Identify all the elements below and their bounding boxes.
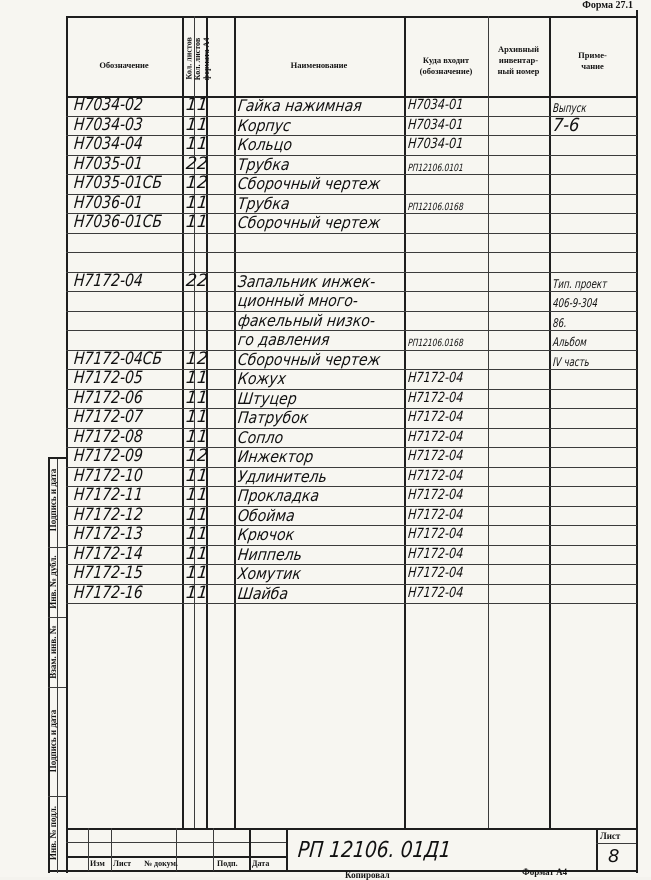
- row-where-used: Н7172-04: [407, 487, 464, 503]
- row-line: [66, 486, 637, 487]
- row-where-used: Н7172-04: [407, 409, 464, 425]
- tb-col-label-signature: Подп.: [217, 859, 238, 868]
- row-name: Сопло: [236, 427, 285, 447]
- row-name: факельный низко-: [236, 310, 377, 330]
- footer-format: Формат А4: [522, 867, 568, 877]
- tb-col-label-change: Изм: [90, 859, 105, 868]
- tb-col-2: [111, 828, 112, 871]
- row-designation: Н7035-01СБ: [73, 173, 163, 193]
- row-sheets-count: 1: [185, 95, 198, 115]
- row-where-used: Н7034-01: [407, 116, 464, 133]
- row-line: [66, 408, 637, 409]
- col-divider-ref: [404, 16, 406, 828]
- row-sheets-a4: 2: [196, 153, 209, 174]
- row-name: Запальник инжек-: [236, 271, 377, 291]
- row-sheets-a4: 1: [196, 368, 209, 388]
- row-line: [66, 584, 637, 585]
- row-sheets-count: 1: [185, 173, 198, 193]
- row-name: Обойма: [236, 505, 296, 525]
- row-name: Ниппель: [236, 544, 304, 564]
- row-designation: Н7035-01: [73, 153, 144, 174]
- row-name: Корпус: [236, 115, 293, 135]
- row-sheets-a4: 1: [196, 582, 209, 603]
- row-sheets-count: 1: [185, 368, 198, 388]
- row-sheets-count: 1: [185, 114, 198, 135]
- row-line: [66, 116, 637, 117]
- row-name: Сборочный чертеж: [236, 213, 382, 232]
- title-block-top-border: [66, 828, 637, 830]
- row-sheets-a4: 1: [196, 426, 209, 447]
- row-sheets-a4: 2: [196, 446, 209, 466]
- footer-copied: Копировал: [345, 870, 390, 880]
- row-name: ционный много-: [236, 291, 360, 310]
- row-note: Тип. проект: [552, 276, 608, 291]
- row-sheets-a4: 1: [196, 114, 209, 135]
- row-designation: Н7172-10: [73, 465, 144, 486]
- row-sheets-count: 1: [185, 504, 198, 525]
- row-line: [66, 428, 637, 429]
- row-note: 86.: [552, 315, 568, 330]
- row-sheets-a4: 1: [196, 407, 209, 427]
- row-sheets-a4: 1: [196, 212, 209, 232]
- row-name: Удлинитель: [236, 466, 329, 486]
- row-sheets-a4: 1: [196, 543, 209, 564]
- row-sheets-count: 1: [185, 465, 198, 486]
- row-line: [66, 252, 637, 253]
- sidebar-duplicate-inv: Инв. № дубл.: [48, 555, 58, 609]
- frame-top-border: [66, 16, 637, 18]
- row-where-used: РП12106.0168: [407, 201, 464, 213]
- doc-designation: РП 12106. 01Д1: [296, 838, 453, 863]
- row-designation: Н7172-13: [73, 524, 144, 544]
- tb-col-1: [88, 828, 89, 871]
- row-line: [66, 545, 637, 546]
- row-name: Инжектор: [236, 447, 315, 466]
- row-name: Хомутик: [236, 564, 303, 583]
- col-divider-name: [234, 16, 236, 828]
- row-name: Штуцер: [236, 388, 298, 408]
- row-line: [66, 506, 637, 507]
- row-where-used: Н7172-04: [407, 526, 464, 542]
- row-designation: Н7172-04СБ: [73, 348, 163, 369]
- header-sheets-count: Кол. листов: [184, 37, 194, 80]
- row-where-used: Н7172-04: [407, 370, 464, 386]
- tb-sheet-box-divider: [596, 843, 636, 844]
- form-label: Форма 27.1: [582, 0, 633, 11]
- row-designation: Н7172-06: [73, 387, 144, 408]
- sidebar-original-inv: Инв. № подл.: [48, 805, 58, 861]
- sidebar-signature-date-bottom: Подпись и дата: [48, 709, 58, 773]
- tb-sheet-box-border: [596, 828, 598, 871]
- row-designation: Н7172-08: [73, 426, 144, 447]
- row-note: 7-6: [552, 114, 581, 136]
- frame-left-border: [66, 16, 68, 873]
- row-designation: Н7172-15: [73, 563, 144, 583]
- row-line: [66, 155, 637, 156]
- row-name: го давления: [236, 330, 331, 349]
- col-divider-designation: [182, 16, 184, 828]
- col-divider-note: [549, 16, 551, 828]
- row-sheets-a4: 1: [196, 504, 209, 525]
- sheet-number: 8: [608, 846, 620, 867]
- row-where-used: Н7172-04: [407, 545, 464, 562]
- row-line: [66, 525, 637, 526]
- row-sheets-count: 1: [185, 582, 198, 603]
- row-sheets-count: 1: [185, 563, 198, 583]
- row-sheets-count: 1: [185, 212, 198, 232]
- row-where-used: Н7172-04: [407, 389, 464, 406]
- row-line: [66, 564, 637, 565]
- row-where-used: Н7172-04: [407, 428, 464, 445]
- header-note-2: чание: [581, 61, 604, 71]
- row-sheets-count: 1: [185, 426, 198, 447]
- row-sheets-a4: 2: [196, 270, 209, 291]
- row-name: Кожух: [236, 369, 288, 388]
- row-where-used: Н7034-01: [407, 136, 464, 152]
- row-sheets-a4: 1: [196, 134, 209, 154]
- row-name: Прокладка: [236, 486, 321, 505]
- row-sheets-count: 2: [185, 153, 198, 174]
- row-designation: Н7172-09: [73, 446, 144, 466]
- row-designation: Н7172-16: [73, 582, 144, 603]
- row-designation: Н7034-03: [73, 114, 144, 135]
- row-name: Гайка нажимная: [236, 96, 364, 115]
- row-note: 406-9-304: [552, 296, 599, 310]
- row-where-used: Н7172-04: [407, 565, 464, 581]
- header-note-1: Приме-: [578, 50, 607, 60]
- row-sheets-count: 1: [185, 348, 198, 369]
- row-designation: Н7172-11: [73, 485, 144, 505]
- row-name: Патрубок: [236, 408, 310, 427]
- row-name: Крючок: [236, 525, 296, 544]
- header-archive-3: ный номер: [497, 66, 540, 76]
- row-designation: Н7172-07: [73, 407, 144, 427]
- row-note: Альбом: [552, 335, 588, 349]
- header-name: Наименование: [290, 60, 348, 70]
- sidebar-signature-date-top: Подпись и дата: [48, 468, 58, 532]
- header-sheets-a4: Кол. листов формата А4: [193, 37, 211, 81]
- row-sheets-a4: 1: [196, 524, 209, 544]
- frame-right-border: [636, 10, 638, 873]
- row-where-used: Н7034-01: [407, 97, 464, 113]
- row-designation: Н7172-14: [73, 543, 144, 564]
- row-name: Трубка: [236, 154, 291, 174]
- row-designation: Н7036-01: [73, 192, 144, 213]
- row-line: [66, 603, 637, 604]
- row-name: Сборочный чертеж: [236, 174, 382, 193]
- row-line: [66, 467, 637, 468]
- row-note: IV часть: [552, 354, 591, 369]
- row-sheets-count: 1: [185, 485, 198, 505]
- header-where-used-2: (обозначение): [419, 66, 473, 76]
- row-sheets-a4: 1: [196, 465, 209, 486]
- tb-col-label-sheet: Лист: [113, 859, 132, 868]
- row-sheets-count: 1: [185, 543, 198, 564]
- row-sheets-count: 1: [185, 192, 198, 213]
- row-line: [66, 194, 637, 195]
- row-where-used: Н7172-04: [407, 506, 464, 523]
- tb-col-4: [213, 828, 214, 871]
- row-sheets-count: 1: [185, 407, 198, 427]
- row-where-used: Н7172-04: [407, 467, 464, 484]
- row-designation: Н7172-04: [73, 270, 144, 291]
- header-where-used-1: Куда входит: [422, 55, 470, 65]
- row-where-used: Н7172-04: [407, 584, 464, 601]
- row-sheets-a4: 1: [196, 485, 209, 505]
- row-line: [66, 233, 637, 234]
- tb-col-6: [286, 828, 288, 871]
- row-name: Шайба: [236, 583, 290, 603]
- row-sheets-count: 1: [185, 524, 198, 544]
- row-sheets-count: 1: [185, 446, 198, 466]
- tb-col-label-date: Дата: [252, 859, 270, 868]
- row-where-used: РП12106.0168: [407, 338, 464, 349]
- row-where-used: Н7172-04: [407, 448, 464, 464]
- row-designation: Н7034-04: [73, 134, 144, 154]
- row-sheets-count: 1: [185, 134, 198, 154]
- row-name: Сборочный чертеж: [236, 349, 382, 369]
- col-divider-archive: [488, 16, 489, 828]
- sheet-label: Лист: [600, 831, 621, 841]
- row-name: Кольцо: [236, 135, 294, 154]
- row-designation: Н7172-05: [73, 368, 144, 388]
- row-designation: Н7034-02: [73, 95, 144, 115]
- row-name: Трубка: [236, 193, 291, 213]
- row-sheets-a4: 1: [196, 387, 209, 408]
- row-sheets-a4: 1: [196, 192, 209, 213]
- header-archive-2: инвентар-: [498, 55, 539, 65]
- row-sheets-a4: 2: [196, 173, 209, 193]
- row-where-used: РП12106.0101: [407, 162, 464, 174]
- row-sheets-count: 1: [185, 387, 198, 408]
- row-sheets-a4: 1: [196, 95, 209, 115]
- row-note: Выпуск: [552, 101, 588, 115]
- header-designation: Обозначение: [99, 60, 149, 70]
- row-designation: Н7172-12: [73, 504, 144, 525]
- row-designation: Н7036-01СБ: [73, 212, 163, 232]
- tb-col-label-docnum: № докум.: [144, 859, 178, 868]
- row-sheets-a4: 1: [196, 563, 209, 583]
- row-line: [66, 389, 637, 390]
- row-sheets-count: 2: [185, 270, 198, 291]
- row-sheets-a4: 2: [196, 348, 209, 369]
- header-archive-1: Архивный: [497, 44, 540, 54]
- row-line: [66, 447, 637, 448]
- sidebar-replacement-inv: Взам. инв. №: [48, 625, 58, 679]
- tb-col-5: [249, 828, 251, 871]
